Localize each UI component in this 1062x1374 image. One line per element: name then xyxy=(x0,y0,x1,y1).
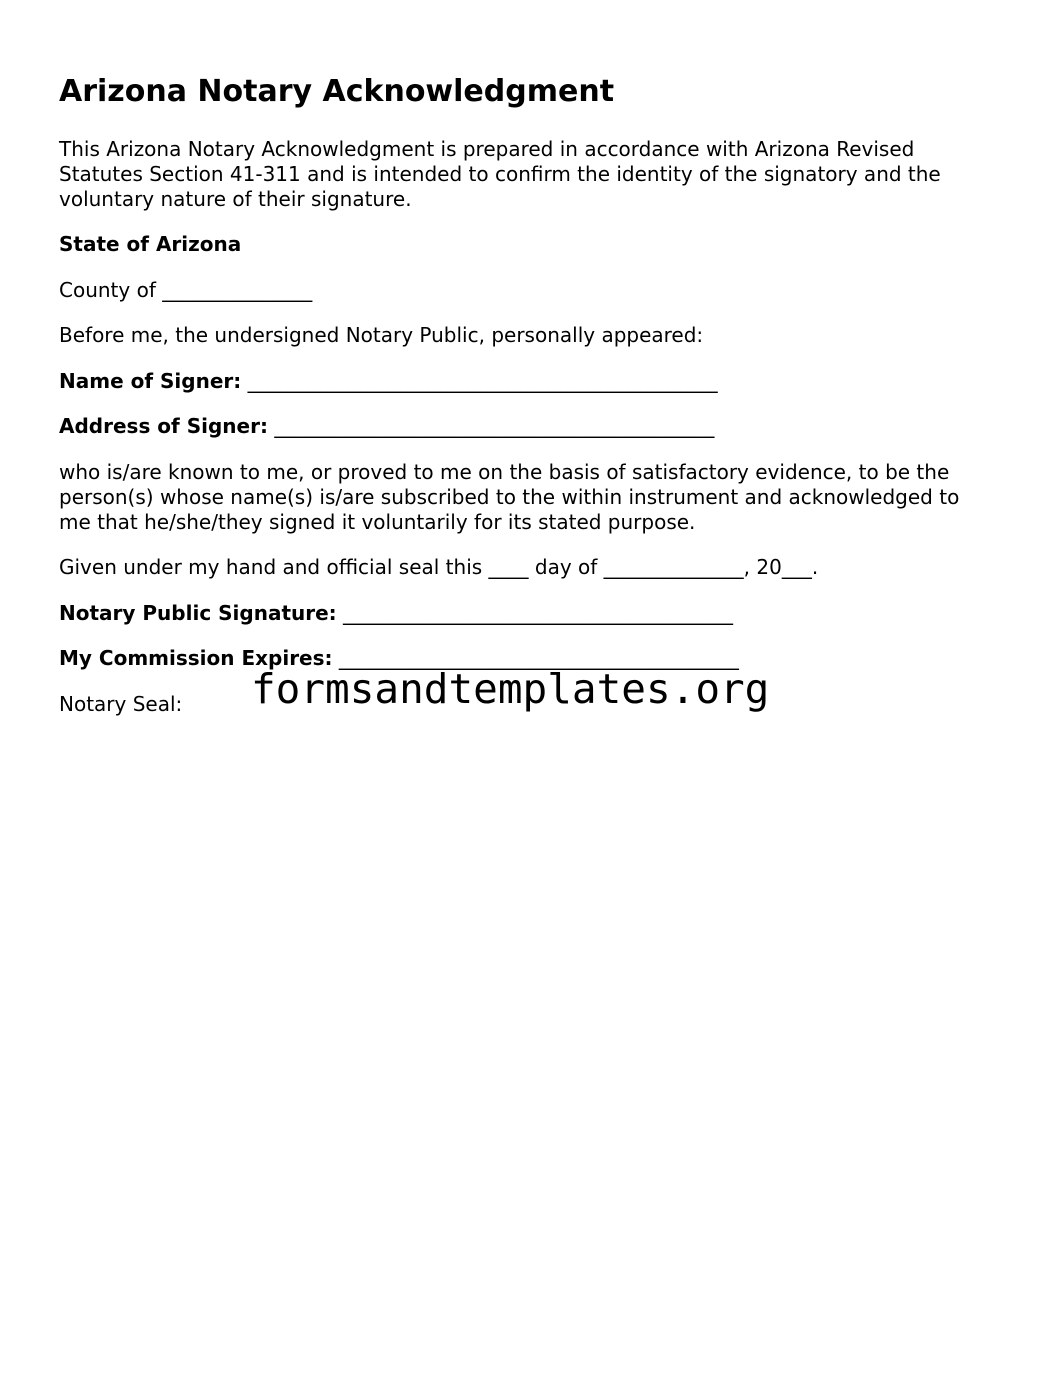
address-of-signer-blank: ____________________________________________ xyxy=(267,414,715,438)
notary-public-signature-field xyxy=(59,601,1009,626)
commission-expires-blank: ________________________________________ xyxy=(332,646,739,670)
notary-seal-label: Notary Seal: xyxy=(59,692,183,716)
intro-paragraph xyxy=(59,137,1009,212)
intro-line: voluntary nature of their signature. xyxy=(59,187,412,211)
name-of-signer-blank: _______________________________________________ xyxy=(241,369,718,393)
intro-line: Statutes Section 41-311 and is intended to confirm the identity of the signatory and the xyxy=(59,162,941,186)
county-line: County of _______________ xyxy=(59,278,313,302)
address-of-signer-label: Address of Signer: xyxy=(59,414,268,438)
name-of-signer-field xyxy=(59,369,1009,394)
notary-public-signature-blank: _______________________________________ xyxy=(336,601,734,625)
evidence-line: person(s) whose name(s) is/are subscribed to the within instrument and acknowledged to xyxy=(59,485,960,509)
evidence-line: who is/are known to me, or proved to me on the basis of satisfactory evidence, to be the xyxy=(59,460,950,484)
name-of-signer-label: Name of Signer: xyxy=(59,369,242,393)
watermark: formsandtemplates.org xyxy=(251,665,770,713)
given-under-hand-line: Given under my hand and official seal this ____ day of ______________, 20___. xyxy=(59,555,819,579)
state-heading: State of Arizona xyxy=(59,232,242,256)
intro-line: This Arizona Notary Acknowledgment is prepared in accordance with Arizona Revised xyxy=(59,137,915,161)
document-title: Arizona Notary Acknowledgment xyxy=(59,74,615,109)
address-of-signer-field xyxy=(59,414,1009,439)
evidence-line: me that he/she/they signed it voluntarily for its stated purpose. xyxy=(59,510,696,534)
commission-expires-label: My Commission Expires: xyxy=(59,646,333,670)
before-line: Before me, the undersigned Notary Public, personally appeared: xyxy=(59,323,704,347)
notary-public-signature-label: Notary Public Signature: xyxy=(59,601,337,625)
evidence-paragraph xyxy=(59,460,1009,535)
